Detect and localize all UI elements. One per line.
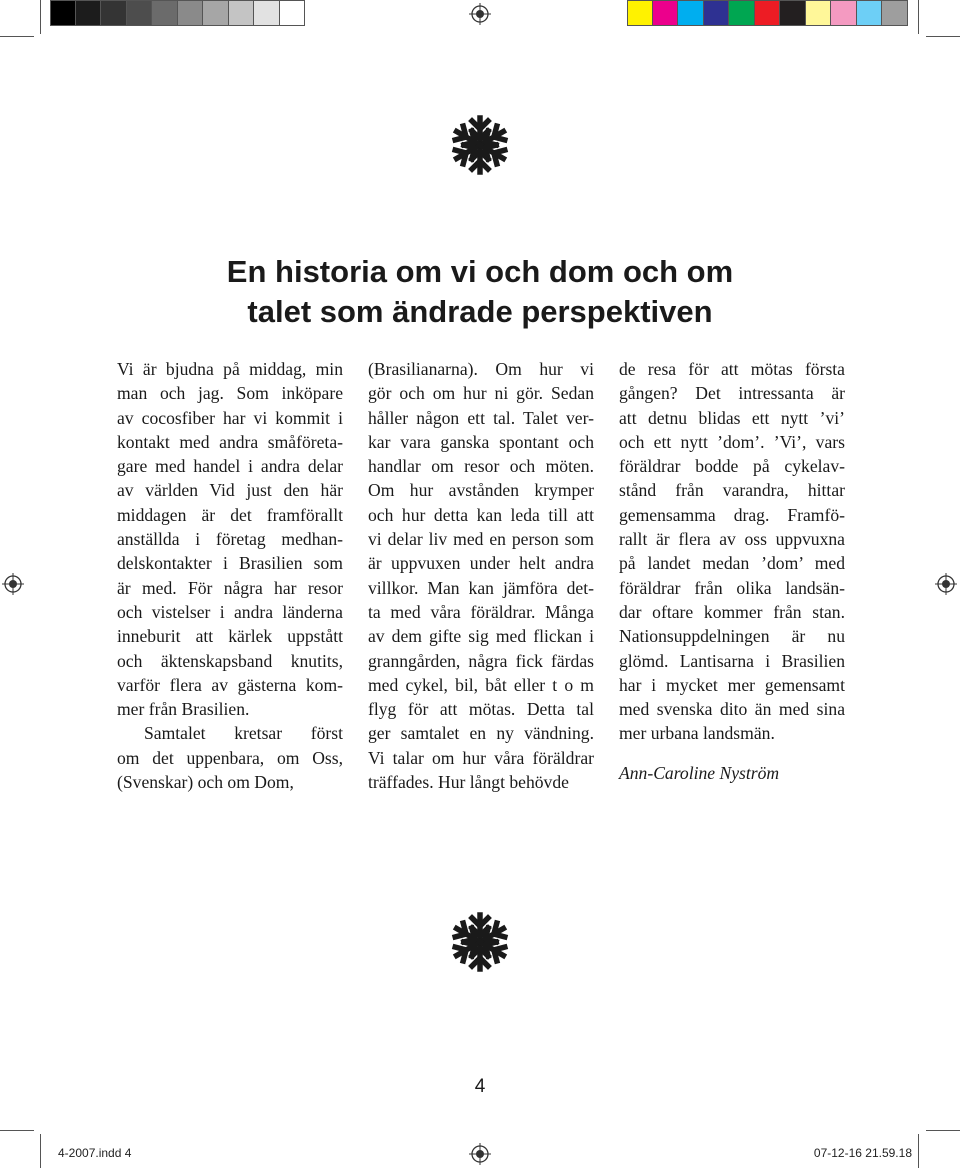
article-text-line: rallt är flera av oss uppvuxna — [619, 529, 845, 550]
article-column-1 — [117, 357, 343, 794]
article-text-line: om det uppenbara, om Oss, — [117, 747, 343, 768]
color-swatch — [678, 0, 704, 26]
crop-mark — [918, 0, 919, 34]
color-swatch — [780, 0, 806, 26]
article-text-line: att detnu blidas ett nytt ’vi’ — [619, 407, 845, 428]
color-swatch — [254, 0, 280, 26]
article-text-line: man och jag. Som inköpare — [117, 383, 343, 404]
crop-mark — [0, 36, 34, 37]
article-text-line: är med. För några har resor — [117, 577, 343, 598]
article-text-line: villkor. Man kan jämföra det- — [368, 577, 594, 598]
color-swatch — [101, 0, 127, 26]
article-text-line: föräldrar bodde på cykelav- — [619, 456, 845, 477]
color-swatch — [831, 0, 857, 26]
snowflake-icon — [450, 114, 510, 176]
crop-mark — [40, 1134, 41, 1168]
article-text-line: inneburit att kärlek uppstått — [117, 626, 343, 647]
article-text-line: av dem gifte sig med flickan i — [368, 626, 594, 647]
article-title-line: En historia om vi och dom och om — [226, 254, 734, 289]
crop-mark — [918, 1134, 919, 1168]
article-text-line: ger samtalet en ny vändning. — [368, 723, 594, 744]
article-text-line: träffades. Hur långt behövde — [368, 772, 569, 793]
snowflake-icon — [450, 911, 510, 973]
color-swatch — [627, 0, 653, 26]
registration-mark-icon — [469, 1143, 491, 1165]
color-swatch — [806, 0, 832, 26]
article-text-line: Om hur avstånden krymper — [368, 480, 594, 501]
article-text-line: anställda i företag medhan- — [117, 529, 343, 550]
article-text-line: och hur detta kan leda till att — [368, 504, 594, 525]
article-text-line: mer urbana landsmän. — [619, 723, 775, 744]
color-swatch — [178, 0, 204, 26]
slug-timestamp: 07-12-16 21.59.18 — [813, 1146, 912, 1160]
color-swatch — [203, 0, 229, 26]
article-text-line: har i mycket mer gemensamt — [619, 674, 845, 695]
article-text-line: med svenska dito än med sina — [619, 699, 845, 720]
article-text-line: handlar om resor och möten. — [368, 456, 594, 477]
color-swatch — [882, 0, 908, 26]
article-text-line: föräldrar från olika landsän- — [619, 577, 845, 598]
registration-mark-icon — [2, 573, 24, 595]
article-title — [0, 252, 960, 332]
article-text-line: (Brasilianarna). Om hur vi — [368, 359, 594, 379]
article-text-line: kontakt med andra småföreta- — [117, 431, 343, 452]
article-column-3 — [619, 357, 845, 746]
article-text-line: flyg för att mötas. Detta tal — [368, 699, 594, 720]
article-text-line: de resa för att mötas första — [619, 359, 845, 379]
article-text-line: och ett nytt ’dom’. ’Vi’, vars — [619, 431, 845, 452]
article-text-line: ta med våra föräldrar. Många — [368, 601, 594, 622]
article-text-line: varför flera av gästerna kom- — [117, 674, 343, 695]
color-swatch — [729, 0, 755, 26]
article-text-line: håller någon ett tal. Talet ver- — [368, 407, 594, 428]
article-text-line: av cocosfiber har vi kommit i — [117, 407, 343, 428]
article-text-line: gången? Det intressanta är — [619, 383, 845, 404]
article-text-line: kar vara ganska spontant och — [368, 431, 594, 452]
registration-mark-icon — [935, 573, 957, 595]
article-text-line: på landet medan ’dom’ med — [619, 553, 845, 574]
article-text-line: vi delar liv med en person som — [368, 529, 594, 550]
color-swatch — [229, 0, 255, 26]
color-swatch — [152, 0, 178, 26]
article-text-line: mer från Brasilien. — [117, 699, 250, 720]
article-text-line: (Svenskar) och om Dom, — [117, 772, 294, 793]
article-text-line: och äktenskapsband knutits, — [117, 650, 343, 671]
article-text-line: med cykel, bil, båt eller t o m — [368, 674, 594, 695]
color-swatch — [280, 0, 306, 26]
page-number: 4 — [474, 1076, 486, 1097]
article-text-line: Vi är bjudna på middag, min — [117, 359, 343, 379]
author-signature: Ann-Caroline Nyström — [619, 763, 780, 783]
color-swatch — [127, 0, 153, 26]
article-text-line: delskontakter i Brasilien som — [117, 553, 343, 574]
article-text-line: granngården, några fick färdas — [368, 650, 594, 671]
color-swatch — [755, 0, 781, 26]
color-swatch-strip — [627, 0, 908, 26]
crop-mark — [926, 36, 960, 37]
author-signature-wrap — [619, 748, 845, 785]
color-swatch — [704, 0, 730, 26]
color-swatch — [653, 0, 679, 26]
registration-mark-icon — [469, 3, 491, 25]
article-text-line: gör och om hur ni gör. Sedan — [368, 383, 594, 404]
article-text-line: glömd. Lantisarna i Brasilien — [619, 650, 845, 671]
crop-mark — [0, 1130, 34, 1131]
article-text-line: är uppvuxen under helt andra — [368, 553, 594, 574]
color-swatch — [76, 0, 102, 26]
article-text-line: middagen är det framförallt — [117, 504, 343, 525]
color-swatch — [857, 0, 883, 26]
article-title-line: talet som ändrade perspektiven — [247, 294, 713, 329]
article-text-line: dar oftare kommer från stan. — [619, 601, 845, 622]
article-text-line: Vi talar om hur våra föräldrar — [368, 747, 594, 768]
article-text-line: stånd från varandra, hittar — [619, 480, 845, 501]
color-swatch — [50, 0, 76, 26]
article-text-line: Nationsuppdelningen är nu — [619, 626, 845, 647]
article-text-line: av världen Vid just den här — [117, 480, 343, 501]
crop-mark — [926, 1130, 960, 1131]
slug-filename: 4-2007.indd 4 — [58, 1146, 132, 1160]
gray-swatch-strip — [50, 0, 305, 26]
article-column-2 — [368, 357, 594, 794]
article-text-line: gare med handel i andra delar — [117, 456, 343, 477]
article-text-line: och vistelser i andra länderna — [117, 601, 343, 622]
article-text-line: gemensamma drag. Framfö- — [619, 504, 845, 525]
article-text-line: Samtalet kretsar först — [144, 723, 343, 744]
crop-mark — [40, 0, 41, 34]
